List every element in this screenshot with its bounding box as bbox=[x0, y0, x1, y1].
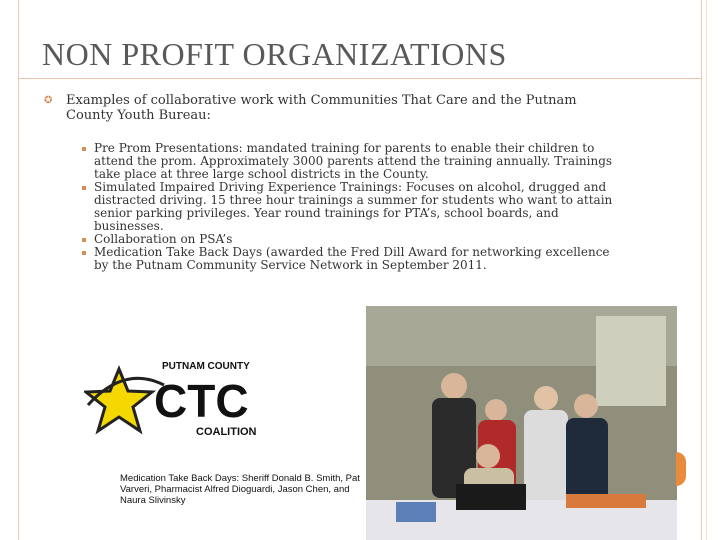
group-photo bbox=[366, 306, 677, 540]
list-item-text: Pre Prom Presentations: mandated training for parents to enable their children to attend the prom. Approximately 3000 parents attend the training annually. Trainings take place at three large school districts in the County. bbox=[94, 141, 613, 181]
frame-line-right-outer bbox=[706, 0, 707, 540]
examples-list bbox=[82, 142, 622, 272]
ctc-coalition-logo bbox=[84, 355, 264, 443]
logo-line3: COALITION bbox=[196, 426, 257, 438]
logo-line1: PUTNAM COUNTY bbox=[162, 361, 250, 372]
square-bullet-icon bbox=[82, 147, 86, 151]
slide-title: NON PROFIT ORGANIZATIONS bbox=[42, 36, 507, 72]
bullet-icon: ✪ bbox=[44, 95, 53, 106]
list-item bbox=[82, 142, 622, 181]
list-item-text: Simulated Impaired Driving Experience Trainings: Focuses on alcohol, drugged and distracted driving. 15 three hour trainings a summer for students who want to attain senior parking privileges. Year round trainings for PTA’s, school boards, and businesses. bbox=[94, 180, 613, 233]
logo-ctc: CTC bbox=[154, 375, 249, 427]
square-bullet-icon bbox=[82, 238, 86, 242]
list-item bbox=[82, 181, 622, 233]
title-divider bbox=[18, 78, 702, 79]
list-item-text: Medication Take Back Days (awarded the Fred Dill Award for networking excellence by the Putnam Community Service Network in September 2011. bbox=[94, 245, 610, 272]
photo-caption: Medication Take Back Days: Sheriff Donald B. Smith, Pat Varveri, Pharmacist Alfred Dioguardi, Jason Chen, and Naura Slivinsky bbox=[120, 473, 360, 506]
frame-line-right bbox=[701, 0, 702, 540]
square-bullet-icon bbox=[82, 251, 86, 255]
frame-line-left bbox=[18, 0, 19, 540]
list-item-text: Collaboration on PSA’s bbox=[94, 232, 233, 246]
orange-tab bbox=[676, 452, 686, 486]
intro-text: Examples of collaborative work with Communities That Care and the Putnam County Youth Bureau: bbox=[66, 93, 577, 123]
square-bullet-icon bbox=[82, 186, 86, 190]
list-item bbox=[82, 246, 622, 272]
